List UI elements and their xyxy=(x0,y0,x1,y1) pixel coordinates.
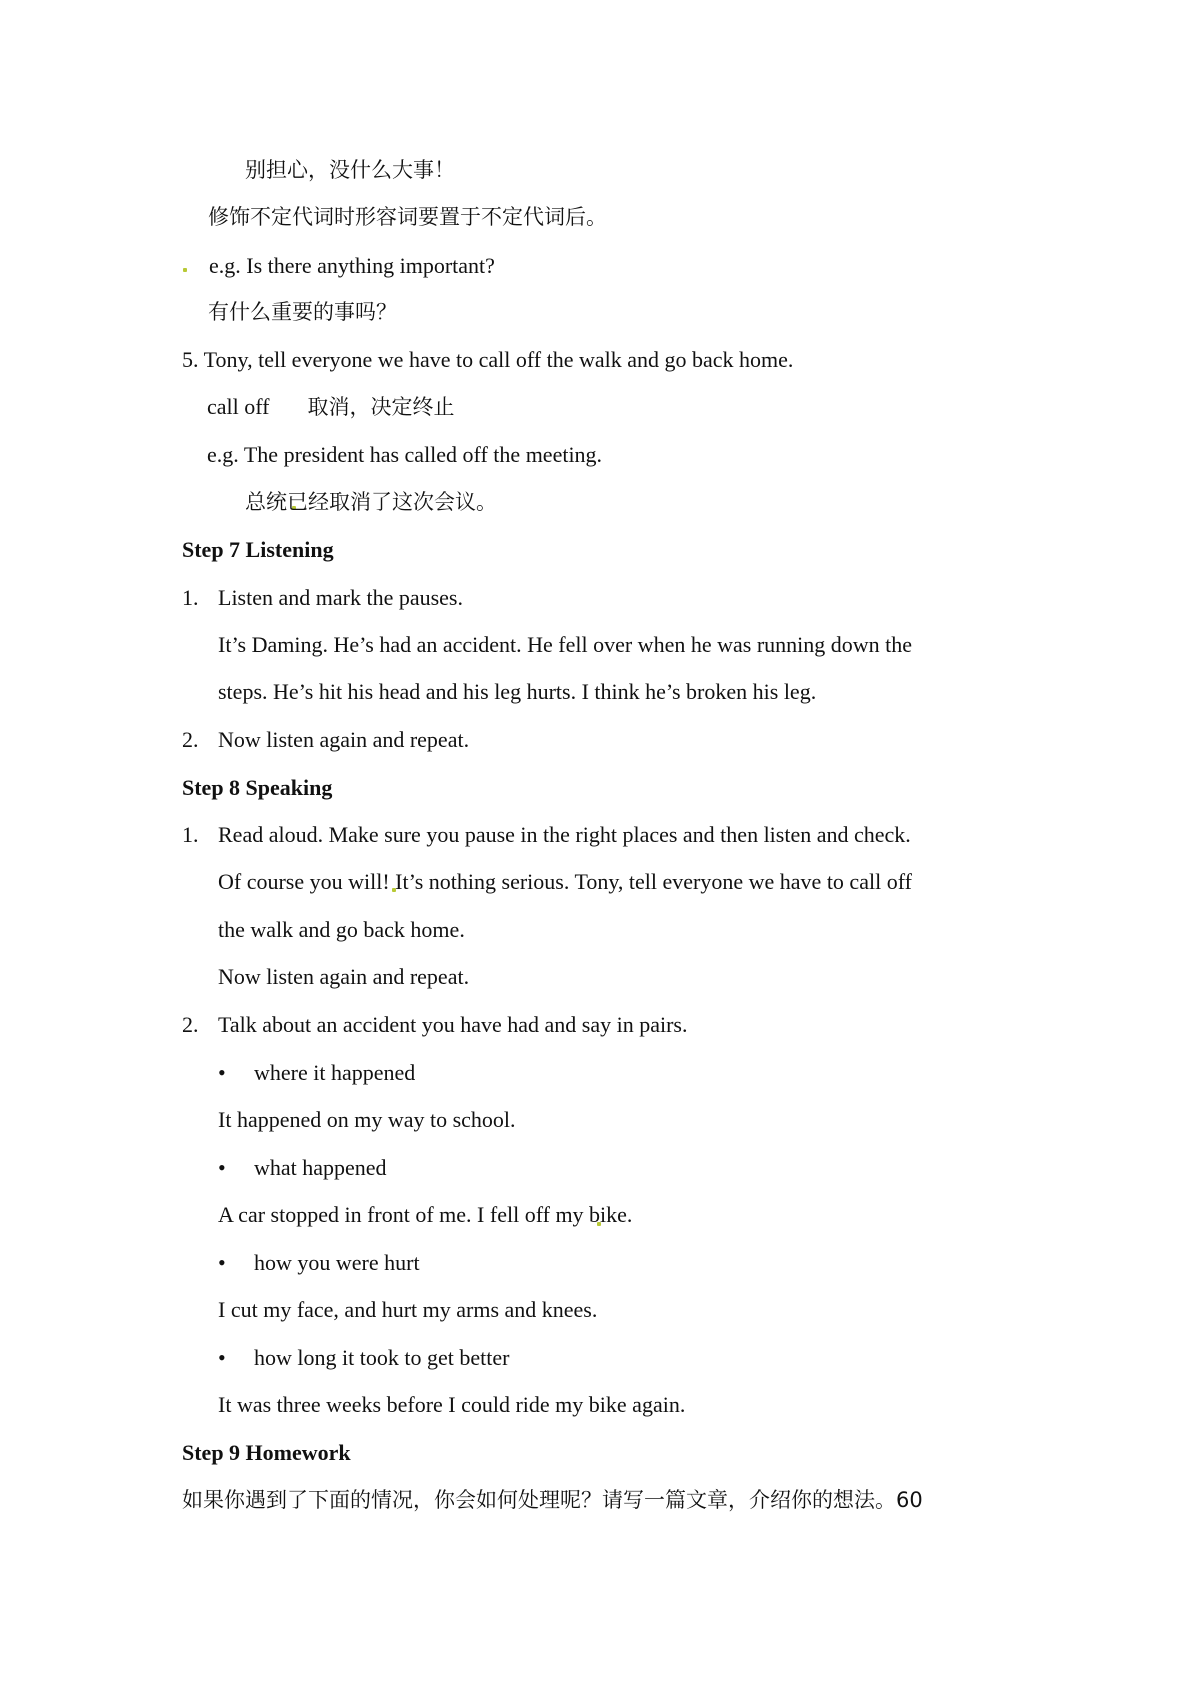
speaking-text: the walk and go back home. xyxy=(218,917,465,942)
list-item: 1. Read aloud. Make sure you pause in the right places and then listen and check. xyxy=(182,822,911,847)
bullet-item: • how long it took to get better xyxy=(218,1345,510,1370)
step-7-heading: Step 7 Listening xyxy=(182,537,334,562)
bullet-item: • how you were hurt xyxy=(218,1250,420,1275)
bullet-icon: • xyxy=(218,1345,226,1370)
phrase-meaning: 取消，决定终止 xyxy=(307,395,455,419)
example-sentence: e.g. The president has called off the meeting. xyxy=(207,442,603,467)
list-item: 1. Listen and mark the pauses. xyxy=(182,585,463,610)
bullet-example: It was three weeks before I could ride my bike again. xyxy=(218,1392,686,1417)
list-item: 2. Now listen again and repeat. xyxy=(182,727,470,752)
listening-text: steps. He’s hit his head and his leg hurts. I think he’s broken his leg. xyxy=(218,679,817,704)
bullet-icon: • xyxy=(218,1250,226,1275)
bullet-example: I cut my face, and hurt my arms and knees. xyxy=(218,1297,598,1322)
bullet-item: • where it happened xyxy=(218,1060,416,1085)
bullet-icon: • xyxy=(218,1155,226,1180)
grammar-note: 修饰不定代词时形容词要置于不定代词后。 xyxy=(208,205,607,229)
phrase: call off xyxy=(207,394,270,419)
list-item: 2. Talk about an accident you have had and say in pairs. xyxy=(182,1012,688,1037)
highlight-mark xyxy=(183,268,187,272)
speaking-text: Now listen again and repeat. xyxy=(218,964,470,989)
bullet-item: • what happened xyxy=(218,1155,387,1180)
example-translation: 总统已经取消了这次会议。 xyxy=(245,490,497,514)
bullet-example: It happened on my way to school. xyxy=(218,1107,516,1132)
listening-text: It’s Daming. He’s had an accident. He fell over when he was running down the xyxy=(218,632,913,657)
speaking-text: Of course you will! It’s nothing serious. Tony, tell everyone we have to call off xyxy=(218,869,912,894)
example-translation: 有什么重要的事吗？ xyxy=(208,300,397,324)
key-sentence-5: 5. Tony, tell everyone we have to call off the walk and go back home. xyxy=(182,347,794,372)
bullet-example: A car stopped in front of me. I fell off my bike. xyxy=(218,1202,633,1227)
example-sentence: e.g. Is there anything important? xyxy=(209,253,495,278)
homework-text: 如果你遇到了下面的情况，你会如何处理呢？请写一篇文章，介绍你的想法。60 xyxy=(182,1488,923,1512)
bullet-icon: • xyxy=(218,1060,226,1085)
phrase-definition xyxy=(207,393,455,421)
chinese-example-translation: 别担心，没什么大事！ xyxy=(245,158,455,182)
step-8-heading: Step 8 Speaking xyxy=(182,775,333,800)
step-9-heading: Step 9 Homework xyxy=(182,1440,351,1465)
